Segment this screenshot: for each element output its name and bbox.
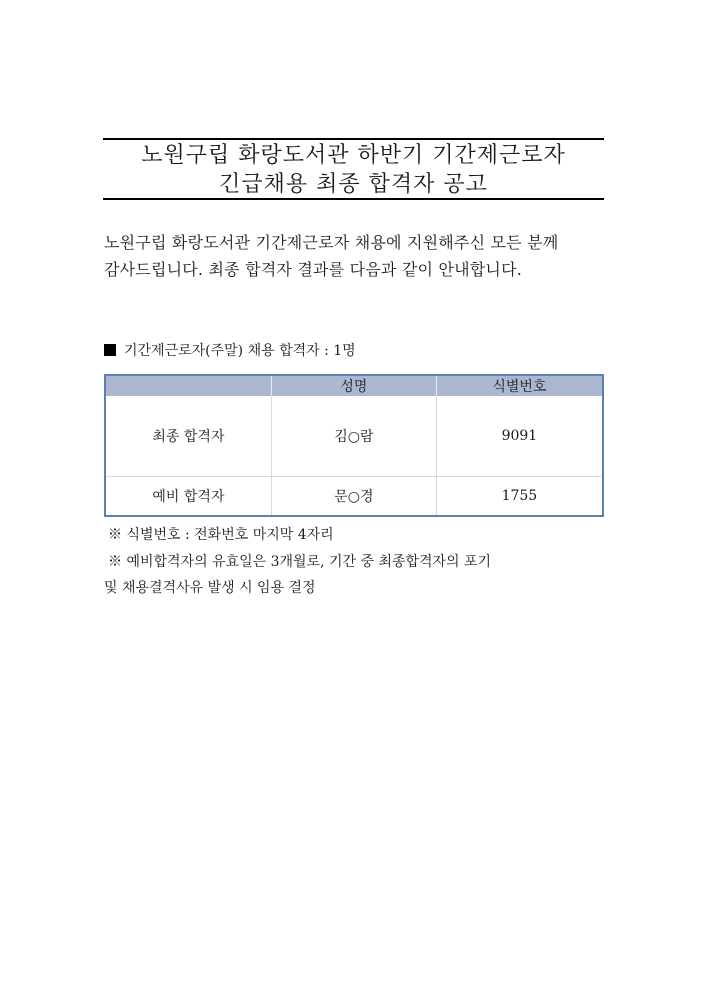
table-row — [105, 477, 603, 517]
section-heading-text: 기간제근로자(주말) 채용 합격자 : 1명 — [124, 343, 356, 359]
note-reserve: ※ 예비합격자의 유효일은 3개월로, 기간 중 최종합격자의 포기 — [108, 554, 492, 570]
cell-id: 1755 — [436, 477, 603, 517]
cell-category: 예비 합격자 — [152, 489, 225, 505]
result-table — [104, 374, 604, 517]
table-row — [105, 396, 603, 477]
cell-name: 김○람 — [271, 396, 436, 477]
cell-category: 최종 합격자 — [105, 396, 271, 477]
section-heading — [104, 341, 356, 361]
title-line-2: 긴급채용 최종 합격자 공고 — [219, 172, 488, 197]
table-header-row — [105, 375, 603, 396]
cell-name: 문○경 — [271, 477, 436, 517]
announcement-title-box — [103, 138, 604, 200]
header-category — [105, 375, 271, 396]
intro-line-2: 감사드립니다. 최종 합격자 결과를 다음과 같이 안내합니다. — [104, 260, 523, 279]
black-square-icon — [104, 344, 116, 356]
header-id: 식별번호 — [436, 375, 603, 396]
title-line-1: 노원구립 화랑도서관 하반기 기간제근로자 — [141, 143, 566, 168]
cell-id: 9091 — [436, 396, 603, 477]
intro-line-1: 노원구립 화랑도서관 기간제근로자 채용에 지원해주신 모든 분께 — [104, 233, 559, 252]
note-reserve-continued: 및 채용결격사유 발생 시 임용 결정 — [104, 580, 316, 596]
note-identifier: ※ 식별번호 : 전화번호 마지막 4자리 — [108, 527, 334, 543]
header-name: 성명 — [271, 375, 436, 396]
